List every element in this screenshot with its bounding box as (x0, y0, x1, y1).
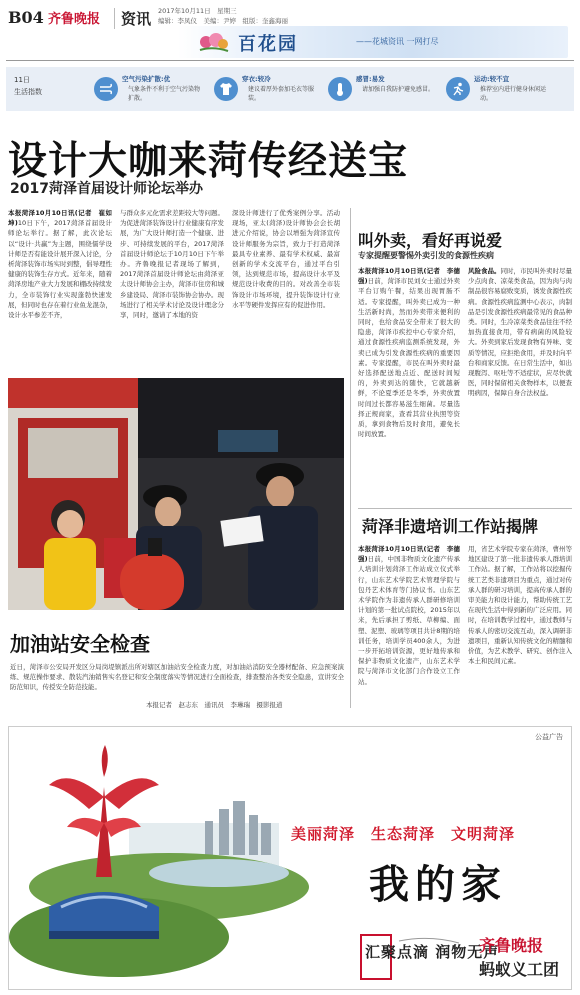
takeout-subhead: 专家提醒要警惕外卖引发的食源性疾病 (358, 251, 494, 260)
column-banner (178, 26, 568, 58)
flower-icon (196, 30, 230, 54)
article-text: 日前，菏泽市民刘女士通过外卖平台订购午餐，结果出现胃肠不适。专家提醒，叫外卖已成为一种生活新时尚，然而外卖带来便利的同时，也给食品安全带来了很大的隐患，菏泽市疾控中心专家介绍，通过食源性疾病监测系统发现，外卖已成为引发食源性疾病的重要因素。专家提醒，市民在叫外卖时最好选择配送地点近、配送时间短的，外卖到达的随快，它就越新鲜，不论夏季还是冬季，外卖放置时间过长都容易滋生细菌。尽量选择正规商家，查看其营业执照等资质，拿到食物后及时食用，避免长时间放置。 (358, 277, 460, 439)
section-name: 资讯 (114, 8, 151, 29)
photo-credit: 本报记者 赵志东 通讯员 李琳瑞 摄影报道 (146, 701, 283, 709)
article-text: 与群众多元化需求差距较大等问题。为促进菏泽装饰设计行业健康有序发展，为广大设计师打造一个健康、进步、可持续发展的平台，2017菏泽首届设计师论坛于10月10日下午举办。齐鲁晚报记者现场了解到，2017菏泽首届设计师论坛由菏泽亚太设计师协会主办，菏泽市住房和城乡建设局、菏泽市装饰协会协办。现场进行了相关学术讨论及设计理念分享，同时，邀请了本地的资 (120, 209, 224, 320)
cold-icon (328, 77, 352, 101)
byline: 本报菏泽10月10日讯(记者 李德强) (358, 545, 460, 564)
heritage-column-1 (358, 544, 460, 710)
date-line: 2017年10月11日 星期三 (158, 7, 237, 15)
life-index-item (328, 71, 440, 107)
life-index-desc: 建议着厚外套加毛衣等服装。 (248, 86, 315, 102)
life-index-title: 穿衣:较冷 (242, 75, 271, 83)
page-number: B04 (8, 8, 44, 27)
public-service-ad (8, 726, 572, 990)
photo-illustration (8, 378, 344, 610)
gas-station-photo (8, 378, 344, 610)
takeout-column-1 (358, 266, 460, 506)
main-article-column-1 (8, 208, 112, 370)
sport-icon (446, 77, 470, 101)
section-divider (358, 508, 572, 509)
article-text: 同时，市民叫外卖时尽量少点肉食、凉菜类食品，因为肉与肉制品很容易腐败变质，诱发食源性疾病。食源性疾病监测中心表示，肉制品是引发食源性疾病最常见的食品种类。同时，生冷凉菜类食品往往不经加热直接食用，带有病菌的风险较大。外卖到家后发现食物有异味、变质等情况，应拒绝食用，并及时向平台和商家反馈。在日常生活中，如出现腹泻、呕吐等不适症状，应尽快就医，同时保留相关食物样本，以便查明病因，保障自身合法权益。 (468, 267, 572, 398)
life-index-date: 11日 (14, 76, 30, 84)
article-text: 深设计师进行了优秀案例分享。活动现场，亚太(菏泽)设计师协会会长胡进元介绍说，协会以增强为菏泽宣传设计师服务为宗旨，致力于打造菏泽最具专业素养、最有学术权威、最富创新的学术交流平台，通过平台引领，达到规范市场，提高设计水平及规范设计收费的目的。对改善全市装饰设计市场环境，提升装饰设计行业水平等硬件发挥应有的促进作用。 (232, 209, 340, 309)
life-index-title: 感冒:易发 (356, 75, 385, 83)
life-index-title: 运动:较不宜 (474, 75, 510, 83)
article-text: 用，省艺术学院专家在菏泽，曹州等地区建设了第一批非遗传承人群培训工作站。据了解，工作站将以挖掘传统工艺类非遗项目为重点，通过对传承人群的研习培训，提高传承人群的审美能力和设计能力，帮助传统工艺在现代生活中得到新的广泛应用。同时，在培训教学过程中，通过教师与传承人的密切交流互动，深入调研非遗项目，重新认知传统文化的精髓和价值，为艺术教学、研究、创作注入本土和民间元素。 (468, 545, 572, 666)
main-headline: 设计大咖来菏传经送宝 (8, 139, 409, 184)
byline: 本报菏泽10月10日讯(记者 崔如坤) (8, 209, 112, 228)
ad-slogan: 美丽菏泽 生态菏泽 文明菏泽 (291, 825, 516, 843)
heritage-column-2 (468, 544, 572, 710)
ad-headline: 我的家 (369, 861, 507, 908)
life-index-label: 生活指数 (14, 88, 42, 96)
column-divider (350, 208, 351, 708)
heritage-headline: 菏泽非遗培训工作站揭牌 (362, 517, 539, 536)
gas-station-body (10, 662, 344, 702)
life-index-item (94, 71, 206, 107)
editors-line: 编辑：李凤仪 美编：尹婷 组版：奎鑫海丽 (158, 17, 288, 25)
masthead-divider (6, 60, 574, 61)
city-landscape-illustration (9, 727, 309, 989)
banner-subtitle: ——花城资讯 一网打尽 (356, 37, 439, 46)
life-index-title: 空气污染扩散:优 (122, 75, 171, 83)
article-text-lead: 风险食品。 (468, 267, 501, 275)
life-index-bar (6, 67, 574, 111)
byline: 本报菏泽10月10日讯(记者 李德强) (358, 267, 460, 286)
main-article-column-2 (120, 208, 224, 370)
gas-station-headline: 加油站安全检查 (10, 632, 150, 656)
ad-brand-logo: 齐鲁晚报 (479, 936, 544, 955)
banner-title: 百花园 (238, 34, 298, 55)
life-index-desc: 推荐室内进行健身休闲运动。 (480, 86, 547, 102)
masthead (0, 0, 580, 62)
air-icon (94, 77, 118, 101)
ad-stamp-text: 汇聚点滴 润物无声 (365, 943, 500, 961)
ad-tag: 公益广告 (535, 733, 563, 741)
article-text: 近日，菏泽市公安局开发区分局岗堤镇派出所对辖区加油站安全检查力度，对加油站消防安全器材配备、应急预案演练、规范操作要求、散装汽油销售实名登记和安全制度落实等情况进行全面检查，排查整治各类安全隐患，宣讲安全防范知识，传授安全防范技能。 (10, 663, 344, 692)
article-text: 10日下午，2017菏泽首届设计师论坛举行。据了解，此次论坛以“设计·共赢”为主题，围绕儒学设计师是否有能设计展开深入讨论，分析菏泽装饰市场实时到整，倡导理性健康的装饰生存方式。近年来，随着菏泽房地产业大力发展和棚改持续发力，全市装饰行业实现蓬勃快速发展，但同时也存在着行业鱼龙混杂，设计水平参差不齐， (8, 219, 112, 320)
takeout-column-2 (468, 266, 572, 506)
takeout-headline: 叫外卖，看好再说爱 (358, 231, 503, 250)
brand-name: 齐鲁晚报 (48, 12, 101, 27)
article-text: 日前，中国非物质文化遗产传承人培训计划菏泽工作站成立仪式举行，山东艺术学院艺术管理学院与包丹艺术体育等门协议书。山东艺术学院作为非遗传承人群研修培训计划的第一批试点院校，2015年以来，先后承担了剪纸、草柳编、面塑、泥塑、玻璃等项目共计8期的培训任务，培训学员400余人，为进一步开拓培训资源，更好地传承和保护非物质文化遗产，山东艺术学院与菏泽市文化部门合作设立工作站。 (358, 555, 460, 686)
life-index-desc: 请加强自我防护避免感冒。 (362, 86, 435, 93)
ad-volunteer-logo: 蚂蚁义工团 (479, 960, 560, 979)
clothes-icon (214, 77, 238, 101)
main-article-column-3 (232, 208, 340, 370)
life-index-item (446, 71, 566, 107)
life-index-item (214, 71, 326, 107)
life-index-desc: 气象条件不利于空气污染物扩散。 (128, 86, 201, 102)
main-subhead: 2017菏泽首届设计师论坛举办 (10, 181, 203, 197)
